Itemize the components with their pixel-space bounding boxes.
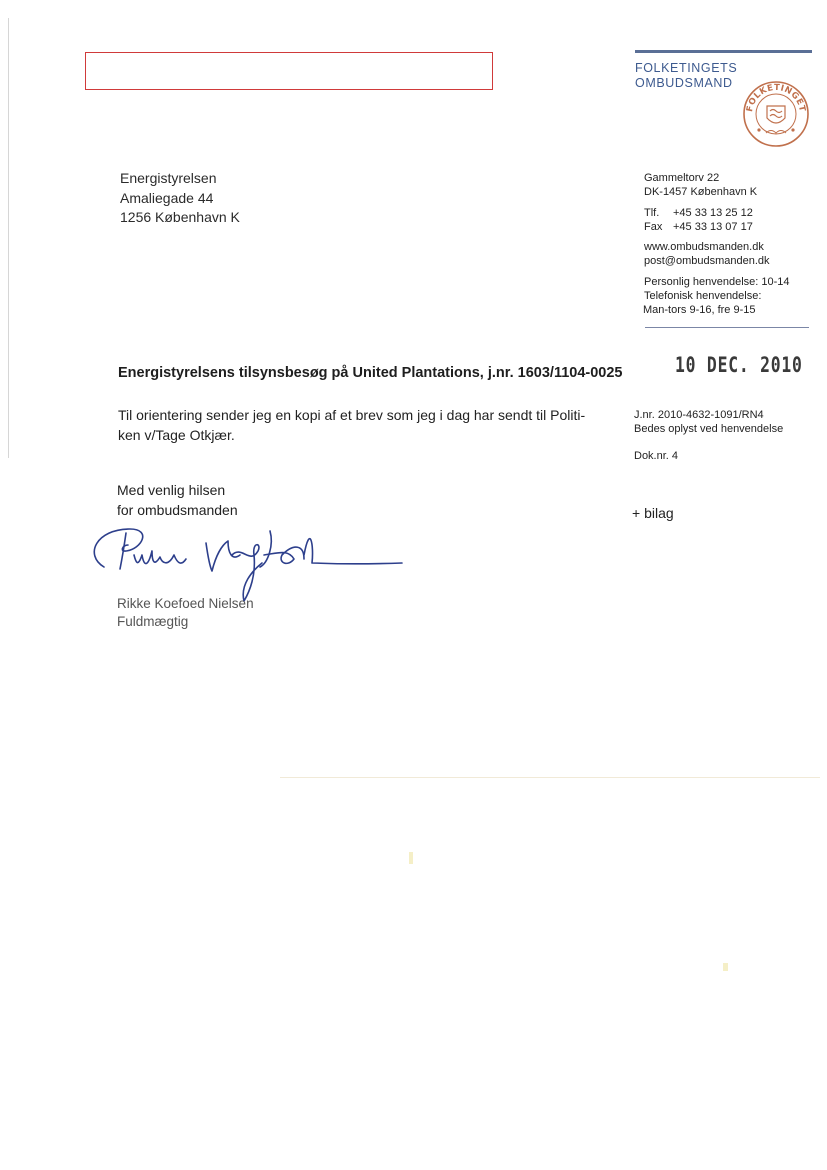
phone-value: +45 33 13 25 12 — [673, 207, 753, 219]
signer-title: Fuldmægtig — [117, 613, 189, 629]
organization-name — [635, 61, 737, 91]
page-edge-line — [8, 18, 9, 458]
website: www.ombudsmanden.dk — [644, 241, 764, 253]
contact-rule — [645, 327, 809, 328]
recipient-address — [120, 169, 240, 228]
document-number: Dok.nr. 4 — [634, 450, 679, 462]
org-line-1: FOLKETINGETS — [635, 61, 738, 75]
hours-phone-label: Telefonisk henvendelse: — [644, 290, 762, 302]
sender-city: DK-1457 København K — [644, 186, 758, 198]
org-line-2: OMBUDSMAND — [635, 76, 733, 90]
date-stamp: 10 DEC. 2010 — [675, 353, 803, 377]
journal-number: J.nr. 2010-4632-1091/RN4 — [634, 409, 764, 421]
svg-text:FOLKETINGET — [745, 83, 807, 113]
letter-subject: Energistyrelsens tilsynsbesøg på United Plantations, j.nr. 1603/1104-0025 — [118, 365, 623, 381]
phone-label: Tlf. — [644, 207, 660, 219]
hours-personal: Personlig henvendelse: 10-14 — [644, 276, 790, 288]
closing-greeting: Med venlig hilsen — [117, 482, 226, 498]
journal-note: Bedes oplyst ved henvendelse — [634, 423, 784, 435]
hours-phone-times: Man-tors 9-16, fre 9-15 — [643, 304, 756, 316]
recipient-city: 1256 København K — [120, 209, 240, 225]
fax-line — [644, 221, 753, 235]
seal-icon — [742, 80, 810, 148]
signer-name: Rikke Koefoed Nielsen — [117, 596, 254, 611]
fax-value: +45 33 13 07 17 — [673, 221, 753, 233]
scan-artifact-line — [280, 777, 820, 778]
phone-line — [644, 207, 753, 221]
recipient-name: Energistyrelsen — [120, 170, 217, 186]
body-line-1: Til orientering sender jeg en kopi af et brev som jeg i dag har sendt til Politi- — [118, 407, 586, 423]
letterhead-rule — [635, 50, 812, 53]
sender-street: Gammeltorv 22 — [644, 172, 720, 184]
closing-for: for ombudsmanden — [117, 501, 238, 518]
scan-speck — [409, 852, 413, 864]
letter-body — [118, 405, 585, 445]
seal-lettering: FOLKETINGET — [745, 82, 807, 113]
signer — [117, 595, 254, 630]
fax-label: Fax — [644, 221, 663, 233]
handwritten-signature — [82, 515, 412, 605]
recipient-street: Amaliegade 44 — [120, 189, 214, 206]
scan-speck — [723, 963, 728, 971]
body-line-2: ken v/Tage Otkjær. — [118, 427, 235, 443]
attachment-note: + bilag — [632, 505, 674, 521]
redaction-box — [85, 52, 493, 90]
email: post@ombudsmanden.dk — [644, 255, 770, 267]
